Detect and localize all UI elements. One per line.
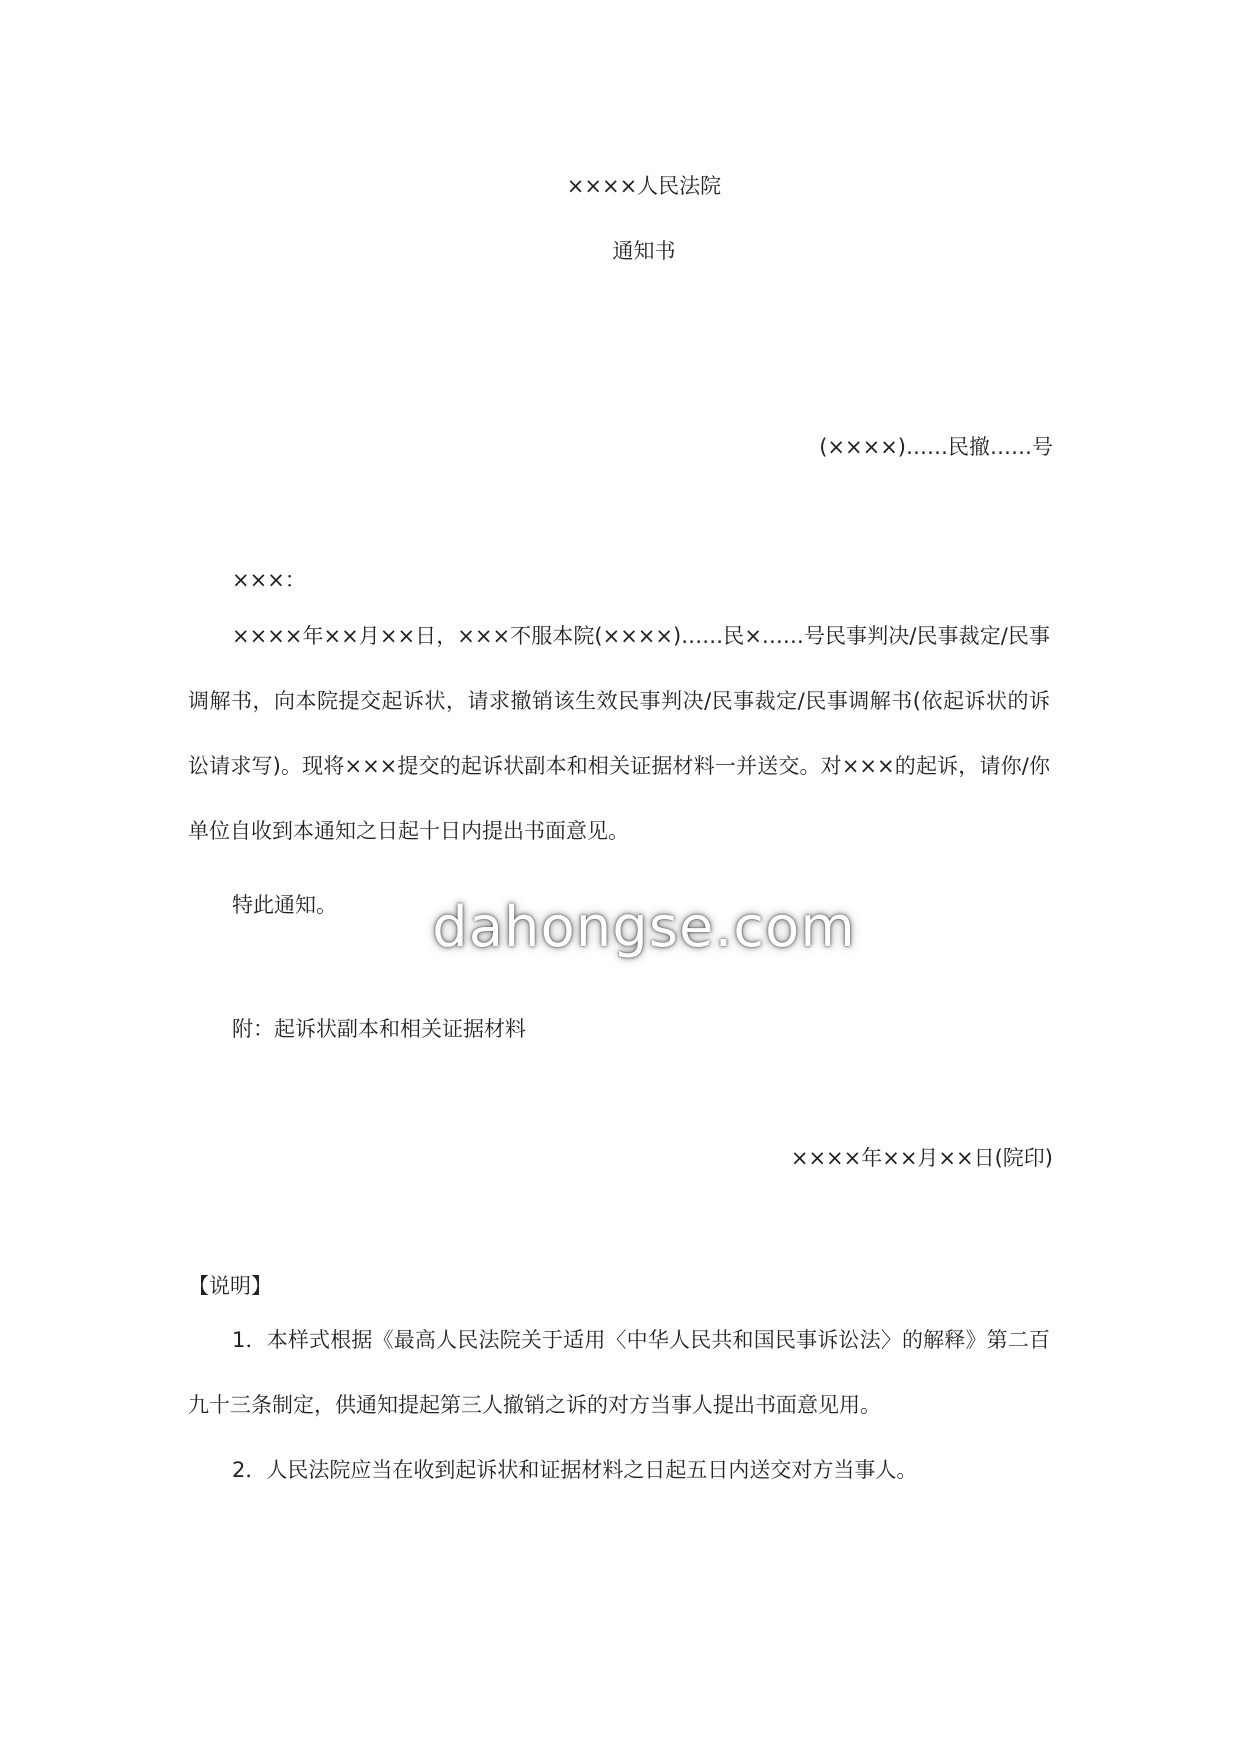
addressee: ×××： (232, 568, 306, 592)
date-and-seal: ××××年××月××日(院印) (790, 1146, 1053, 1170)
case-number: (××××)……民撤……号 (819, 435, 1053, 459)
note-item: 1．本样式根据《最高人民法院关于适用〈中华人民共和国民事诉讼法〉的解释》第二百九十三条制定，供通知提起第三人撤销之诉的对方当事人提出书面意见用。 (188, 1328, 1050, 1417)
court-name: ××××人民法院 (566, 174, 722, 198)
note-item: 2．人民法院应当在收到起诉状和证据材料之日起五日内送交对方当事人。 (232, 1458, 918, 1482)
document-title: 通知书 (612, 239, 676, 263)
site-watermark: dahongse.com (432, 895, 856, 960)
notes-heading: 【说明】 (188, 1274, 272, 1298)
attachment-line: 附：起诉状副本和相关证据材料 (232, 1017, 526, 1041)
closing-line: 特此通知。 (232, 893, 337, 917)
notice-body-paragraph: ××××年××月××日，×××不服本院(××××)……民×……号民事判决/民事裁定/民事调解书，向本院提交起诉状，请求撤销该生效民事判决/民事裁定/民事调解书(依起诉状的诉讼请求写)。现将×××提交的起诉状副本和相关证据材料一并送交。对×××的起诉，请你/你单位自收到本通知之日起十日内提出书面意见。 (188, 624, 1050, 843)
